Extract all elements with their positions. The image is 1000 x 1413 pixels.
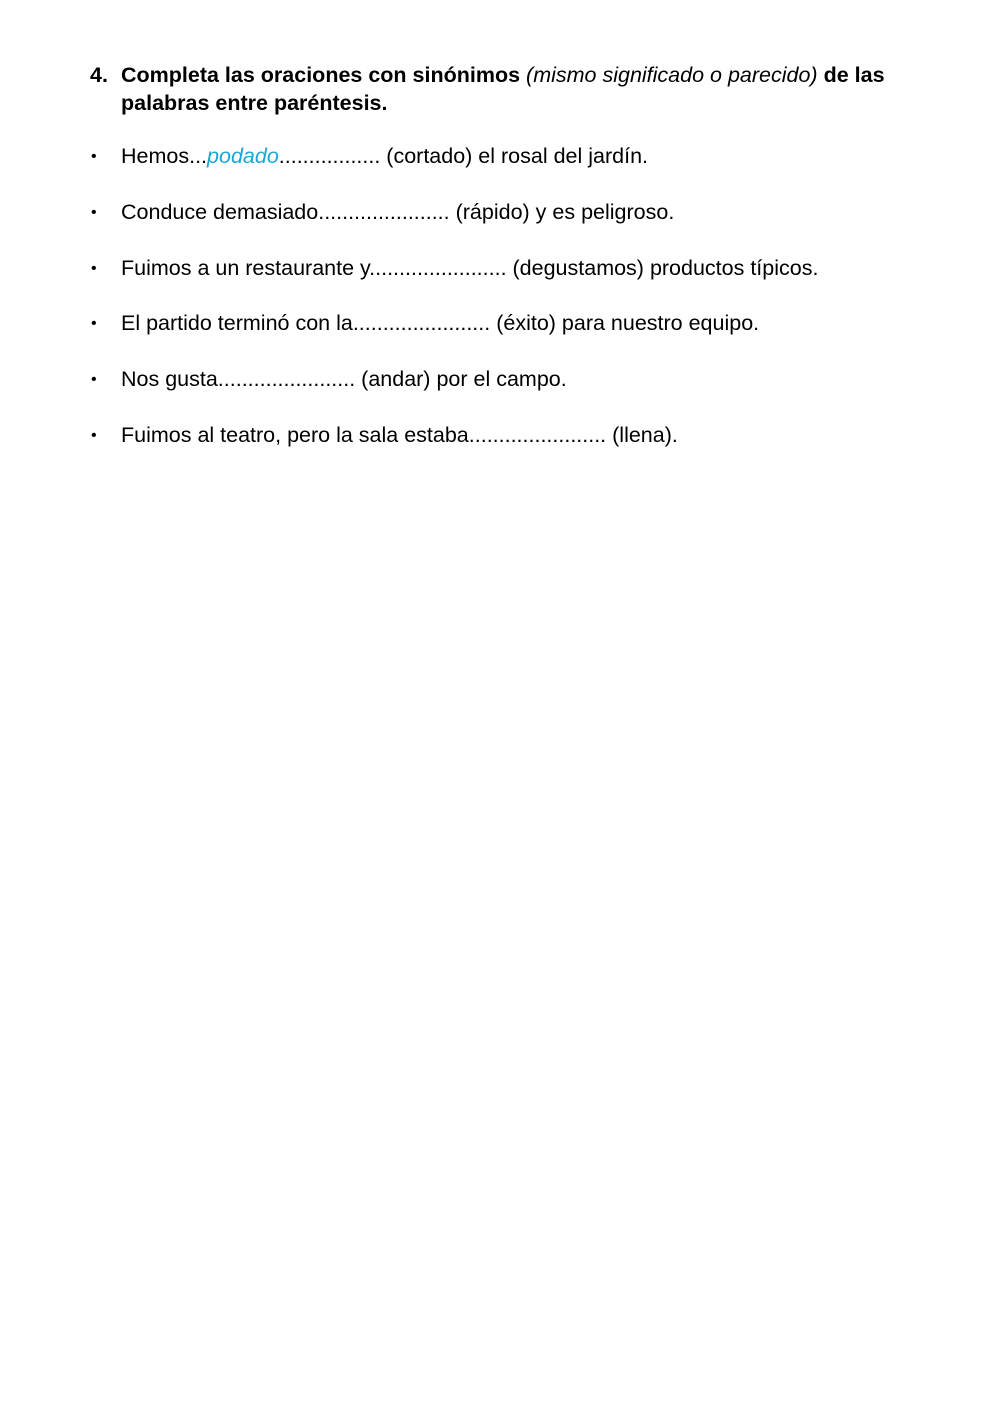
bullet-icon: • xyxy=(91,259,97,277)
sentence-text xyxy=(121,142,648,170)
exercise-number: 4. xyxy=(90,63,108,87)
instruction-text xyxy=(121,61,930,117)
instruction-bold-part-2: de las palabras entre paréntesis. xyxy=(121,63,885,115)
sentence-text: Fuimos al teatro, pero la sala estaba....................... (llena). xyxy=(121,422,678,447)
sentence-item xyxy=(90,254,950,310)
sentence-item xyxy=(90,365,950,421)
bullet-icon: • xyxy=(91,203,97,221)
sentence-item xyxy=(90,142,950,198)
sentence-item xyxy=(90,421,950,477)
instruction-italic-part: (mismo significado o parecido) xyxy=(526,63,818,87)
sentence-text: Conduce demasiado...................... (rápido) y es peligroso. xyxy=(121,199,675,224)
exercise-instruction xyxy=(90,61,930,117)
bullet-icon: • xyxy=(91,148,97,165)
bullet-icon: • xyxy=(91,371,97,389)
bullet-icon: • xyxy=(91,315,97,333)
sentence-before: Hemos... xyxy=(121,144,208,168)
sentence-list xyxy=(90,142,950,477)
instruction-bold-part-1: Completa las oraciones con sinónimos xyxy=(121,63,521,87)
sentence-after: ................. (cortado) el rosal del jardín. xyxy=(278,144,649,168)
bullet-icon: • xyxy=(91,426,97,444)
sentence-text: El partido terminó con la....................... (éxito) para nuestro equipo. xyxy=(121,311,760,336)
answer-field[interactable]: podado xyxy=(207,144,279,168)
sentence-item xyxy=(90,198,950,254)
sentence-item xyxy=(90,309,950,365)
sentence-text: Fuimos a un restaurante y....................... (degustamos) productos típicos. xyxy=(121,255,819,280)
sentence-text: Nos gusta....................... (andar) por el campo. xyxy=(121,367,567,392)
